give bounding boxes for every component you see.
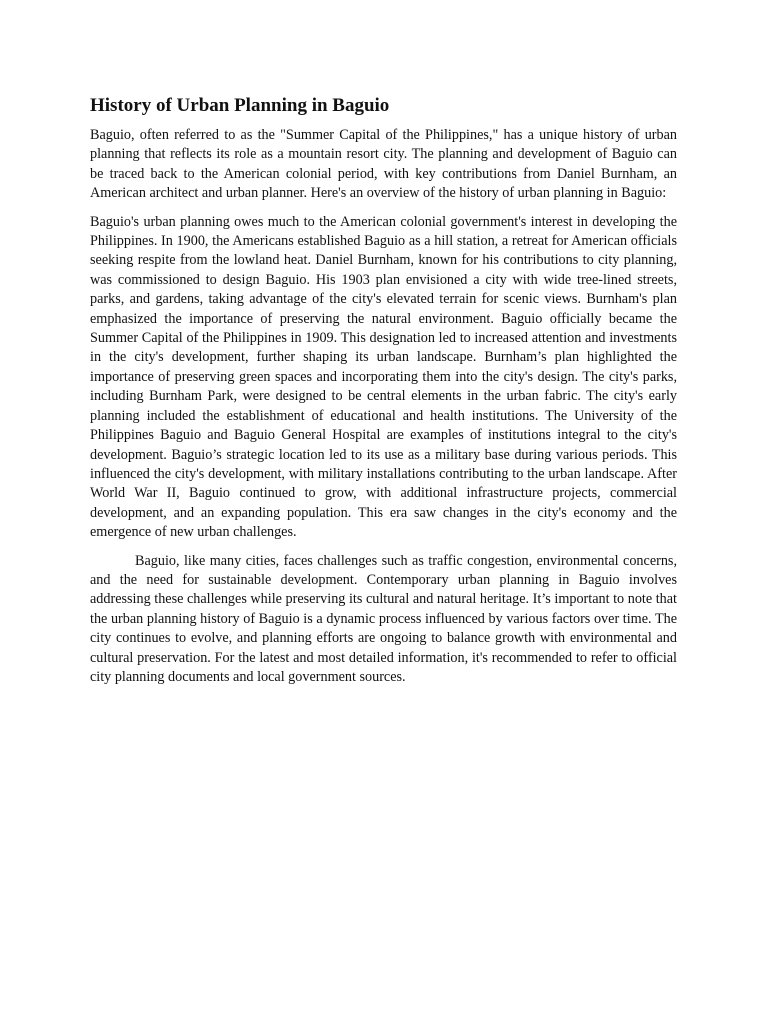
- intro-paragraph: Baguio, often referred to as the "Summer Capital of the Philippines," has a unique history of urban planning that reflects its role as a mountain resort city. The planning and development of Baguio can be traced back to the American colonial period, with key contributions from Daniel Burnham, an American architect and urban planner. Here's an overview of the history of urban planning in Baguio:: [90, 127, 677, 202]
- contemporary-paragraph: Baguio, like many cities, faces challenges such as traffic congestion, environmental concerns, and the need for sustainable development. Contemporary urban planning in Baguio involves addressing these challenges while preserving its cultural and natural heritage. It’s important to note that the urban planning history of Baguio is a dynamic process influenced by various factors over time. The city continues to evolve, and planning efforts are ongoing to balance growth with environmental and cultural preservation. For the latest and most detailed information, it's recommended to refer to official city planning documents and local government sources.: [90, 552, 677, 685]
- document-title: History of Urban Planning in Baguio: [90, 95, 390, 116]
- document-page: [90, 94, 677, 696]
- history-paragraph: Baguio's urban planning owes much to the American colonial government's interest in developing the Philippines. In 1900, the Americans established Baguio as a hill station, a retreat for American officials seeking respite from the lowland heat. Daniel Burnham, known for his contributions to city planning, was commissioned to design Baguio. His 1903 plan envisioned a city with wide tree-lined streets, parks, and gardens, taking advantage of the city's elevated terrain for scenic views. Burnham's plan emphasized the importance of preserving the natural environment. Baguio officially became the Summer Capital of the Philippines in 1909. This designation led to increased attention and investments in the city's development, further shaping its urban landscape. Burnham’s plan highlighted the importance of preserving green spaces and incorporating them into the city's design. The city's parks, including Burnham Park, were designed to be central elements in the urban fabric. The city's early planning included the establishment of educational and health institutions. The University of the Philippines Baguio and Baguio General Hospital are examples of institutions integral to the city's development. Baguio’s strategic location led to its use as a military base during various periods. This influenced the city's development, with military installations contributing to the urban landscape. After World War II, Baguio continued to grow, with additional infrastructure projects, commercial development, and an expanding population. This era saw changes in the city's economy and the emergence of new urban challenges.: [90, 213, 677, 541]
